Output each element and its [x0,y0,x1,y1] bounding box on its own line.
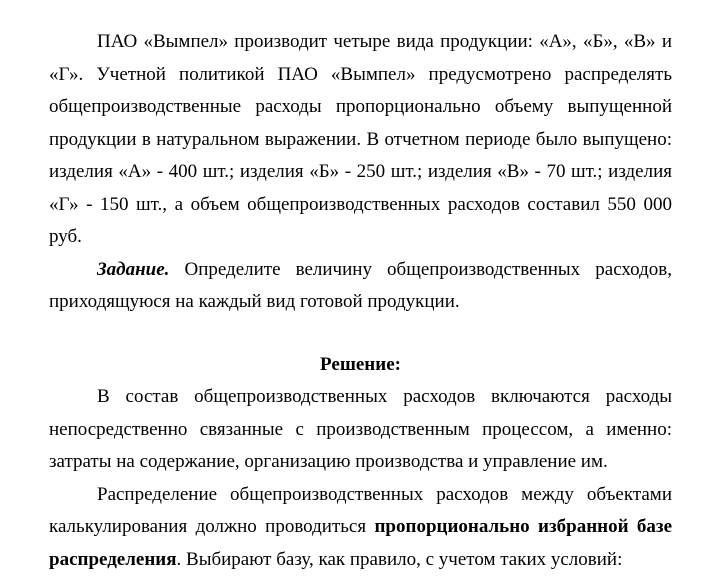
problem-paragraph: ПАО «Вымпел» производит четыре вида продукции: «А», «Б», «В» и «Г». Учетной политикой ПАО «Вымпел» предусмотрено распределять общепроизводственные расходы пропорционально объему выпущенной продукции в натуральном выражении. В отчетном периоде было выпущено: изделия «А» - 400 шт.; изделия «Б» - 250 шт.; изделия «В» - 70 шт.; изделия «Г» - 150 шт., а объем общепроизводственных расходов составил 550 000 руб. [49,0,672,254]
solution-paragraph-2-end: . Выбирают базу, как правило, с учетом таких условий: [177,549,623,570]
solution-paragraph-2 [49,479,672,576]
solution-paragraph-2-start: Распределение общепроизводственных расходов между объектами калькулирования должно проводиться [49,484,672,538]
solution-paragraph-2-bold: пропорционально избранной базе распределения [49,516,672,570]
task-paragraph [49,254,672,319]
solution-heading: Решение: [49,349,672,382]
task-text: Определите величину общепроизводственных расходов, приходящуюся на каждый вид готовой продукции. [49,259,672,313]
task-label: Задание. [97,259,169,280]
solution-paragraph-1: В состав общепроизводственных расходов включаются расходы непосредственно связанные с производственным процессом, а именно: затраты на содержание, организацию производства и управление им. [49,381,672,479]
